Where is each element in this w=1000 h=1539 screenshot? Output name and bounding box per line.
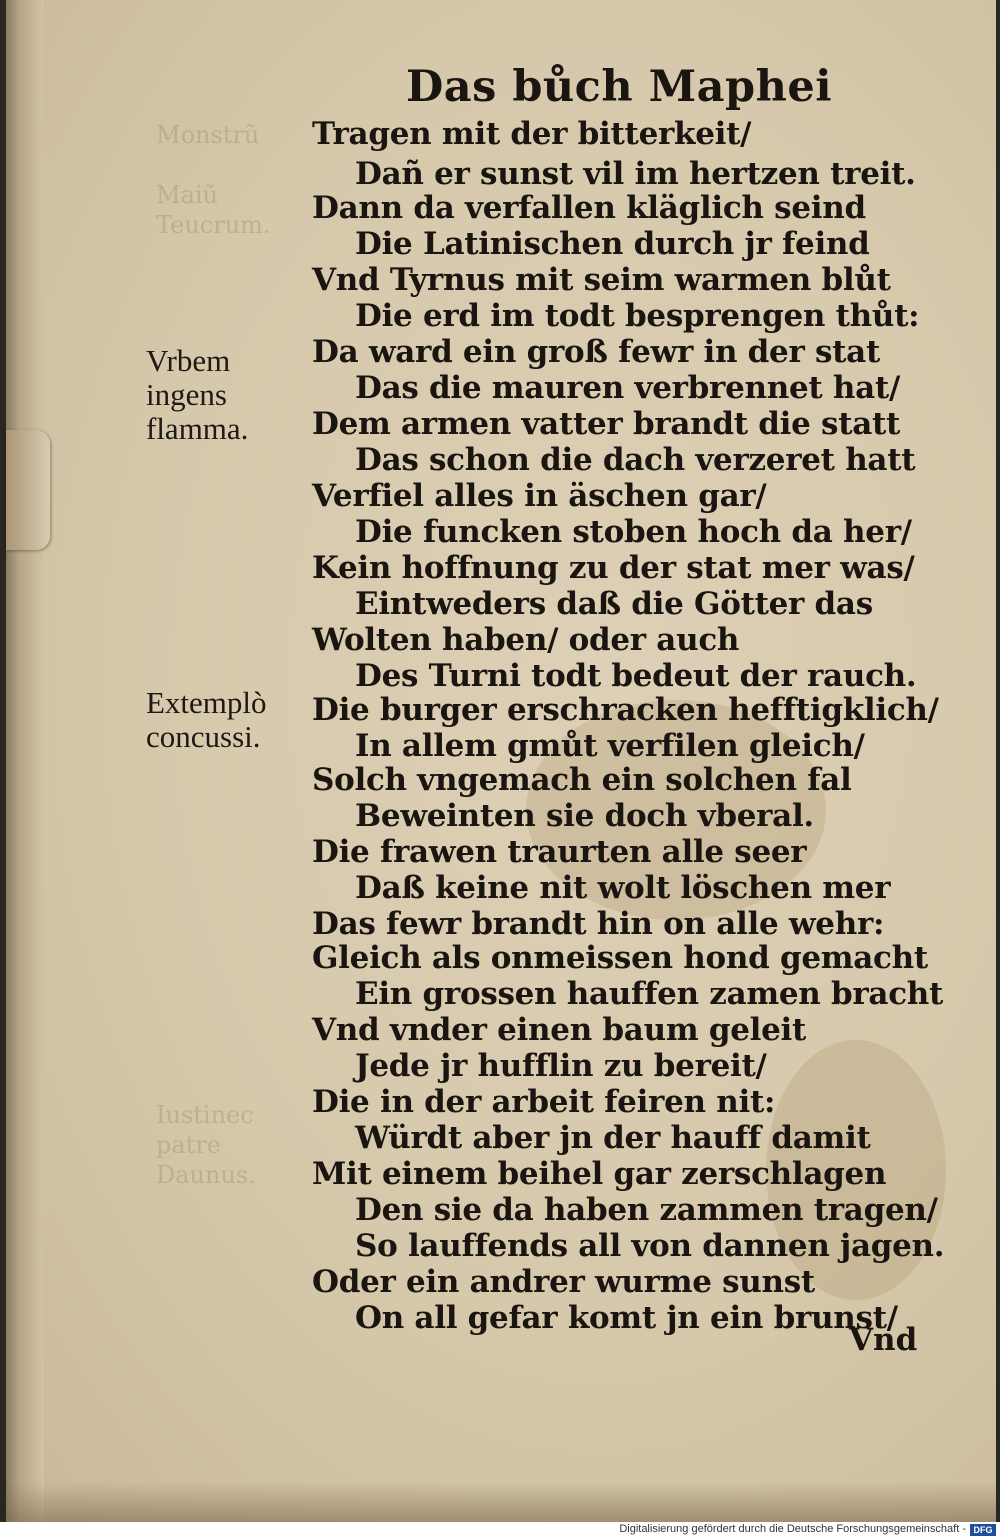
verse-line: Beweinten sie doch vberal. <box>355 798 814 834</box>
verse-line: Verfiel alles in äschen gar/ <box>312 478 767 514</box>
margin-note-line: Extemplò <box>146 685 267 720</box>
page-bottom-edge <box>6 1482 996 1522</box>
margin-note-line: concussi. <box>146 719 261 754</box>
verse-line: Die burger erschracken hefftigklich/ <box>312 692 939 728</box>
margin-note-line: flamma. <box>146 411 249 446</box>
bleed-through-text: Monstrũ Maiũ Teucrum. <box>156 121 271 239</box>
verse-line: So lauffends all von dannen jagen. <box>355 1228 945 1264</box>
verse-line: Den sie da haben zammen tragen/ <box>355 1192 938 1228</box>
verse-line: Jede jr hufflin zu bereit/ <box>355 1048 767 1084</box>
verse-line: Die erd im todt besprengen thůt: <box>355 298 920 334</box>
verse-line: Tragen mit der bitterkeit/ <box>312 116 752 152</box>
verse-line: Vnd vnder einen baum geleit <box>312 1012 807 1048</box>
verse-line: Die Latinischen durch jr feind <box>355 226 870 262</box>
verse-line: Das die mauren verbrennet hat/ <box>355 370 900 406</box>
verse-line: Dem armen vatter brandt die statt <box>312 406 901 442</box>
verse-line: Eintweders daß die Götter das <box>355 586 873 622</box>
margin-note-line: ingens <box>146 377 227 412</box>
verse-line: Die in der arbeit feiren nit: <box>312 1084 776 1120</box>
verse-line: Ein grossen hauffen zamen bracht <box>355 976 944 1012</box>
verse-line: Oder ein andrer wurme sunst <box>312 1264 815 1300</box>
verse-line: In allem gmůt verfilen gleich/ <box>355 728 865 764</box>
book-page <box>6 0 996 1522</box>
verse-line: Die funcken stoben hoch da her/ <box>355 514 912 550</box>
verse-line: Mit einem beihel gar zerschlagen <box>312 1156 887 1192</box>
verse-line: Vnd Tyrnus mit seim warmen blůt <box>312 262 891 298</box>
verse-line: Dann da verfallen kläglich seind <box>312 190 866 226</box>
catchword: Vnd <box>849 1322 918 1358</box>
verse-line: Das schon die dach verzeret hatt <box>355 442 916 478</box>
verse-line: Wolten haben/ oder auch <box>312 622 740 658</box>
verse-line: Würdt aber jn der hauff damit <box>355 1120 871 1156</box>
margin-note <box>146 344 248 446</box>
verse-line: Gleich als onmeissen hond gemacht <box>312 940 928 976</box>
funding-credit: Digitalisierung gefördert durch die Deutsche Forschungsgemeinschaft - <box>619 1523 966 1535</box>
digitization-footer <box>0 1522 1000 1539</box>
margin-note-line: Vrbem <box>146 343 231 378</box>
verse-line: Die frawen traurten alle seer <box>312 834 807 870</box>
running-head: Das bůch Maphei <box>406 62 833 112</box>
verse-line: Des Turni todt bedeut der rauch. <box>355 658 917 694</box>
verse-line: Solch vngemach ein solchen fal <box>312 762 852 798</box>
verse-line: Das fewr brandt hin on alle wehr: <box>312 906 885 942</box>
bleed-through-text: Iustinec patre Daunus. <box>156 1101 256 1189</box>
verse-line: On all gefar komt jn ein brunst/ <box>355 1300 898 1336</box>
margin-note <box>146 686 267 754</box>
page-gutter-shadow <box>6 0 44 1522</box>
page-clip <box>6 430 50 550</box>
verse-line: Da ward ein groß fewr in der stat <box>312 334 880 370</box>
verse-line: Daß keine nit wolt löschen mer <box>355 870 891 906</box>
dfg-logo: DFG <box>970 1524 996 1536</box>
verse-line: Dañ er sunst vil im hertzen treit. <box>355 156 916 192</box>
verse-line: Kein hoffnung zu der stat mer was/ <box>312 550 915 586</box>
